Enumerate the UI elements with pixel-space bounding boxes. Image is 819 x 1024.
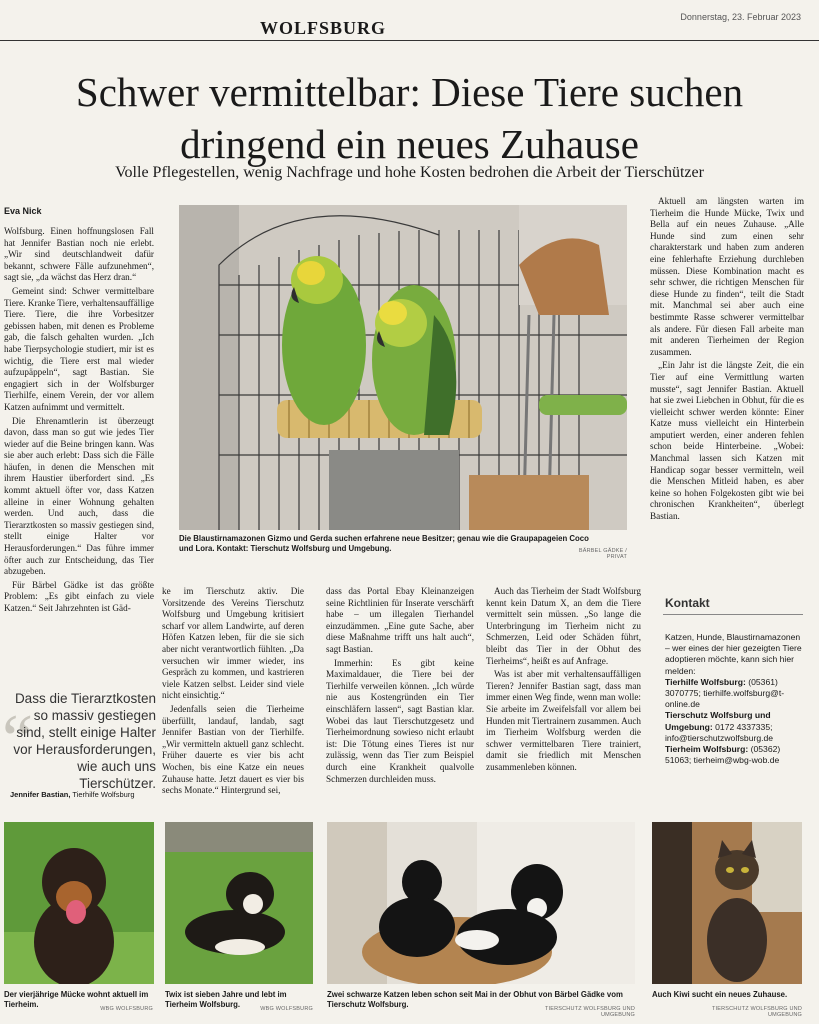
- contact-intro: Katzen, Hunde, Blaustirnamazonen – wer eines der hier gezeigten Tiere adoptieren möchte, kann sich hier melden:: [665, 632, 802, 676]
- photo-credit: WBG WOLFSBURG: [260, 1006, 313, 1012]
- photo-caption: Zwei schwarze Katzen leben schon seit Mai in der Obhut von Bärbel Gädke vom Tierschutz Wolfsburg.: [327, 990, 623, 1009]
- photo-caption: Twix ist sieben Jahre und lebt im Tierheim Wolfsburg.: [165, 990, 287, 1009]
- photo-credit: WBG WOLFSBURG: [100, 1006, 153, 1012]
- paragraph: „Ein Jahr ist die längste Zeit, die ein Tier auf eine Vermittlung warten musste“, sagt Jennifer Bastian. Aktuell hat sie zwei Liebchen in Obhut, für die es vielleicht schwer werden könnte: Einer Katze muss vielleicht ein Hinterbein amputiert werden, einer anderen fehlen schon beide Hinterbeine. „Wobei: Manchmal lassen sich Katzen mit Handicap sogar besser vermitteln, weil die Menschen Mitleid haben, es aber keine so hohen Folgekosten gibt wie bei chronischen Krankheiten“, überlegt Bastian.: [650, 360, 804, 522]
- paragraph: Die Ehrenamtlerin ist überzeugt davon, dass man so gut wie jedes Tier wieder auf die Beine bringen kann. Was sie aber auch erlebt: Dass sich die Fälle häufen, in denen die Menschen mit ihrem Haustier überfordert sind. „Es kommt aktuell öfter vor, dass Katzen alleine in einer Wohnung gehalten werden. Und auch, dass die Tierarztkosten so massiv gestiegen sind, stellt einige Halter vor Herausforderungen.“ Das führe immer öfter auch zur Entscheidung, das Tier abzugeben.: [4, 415, 154, 577]
- cat-illustration: [652, 822, 802, 984]
- main-photo-parrots: [179, 205, 627, 530]
- headline-line-2: dringend ein neues Zuhause: [180, 121, 639, 167]
- quote-author: Jennifer Bastian,: [10, 790, 71, 799]
- headline-line-1: Schwer vermittelbar: Diese Tiere suchen: [75, 69, 744, 115]
- photo-cat-kiwi: [652, 822, 802, 984]
- contact-name: Tierschutz Wolfsburg und Umgebung:: [665, 710, 771, 732]
- contact-box-divider: [663, 614, 803, 615]
- photo-dog-muecke: [4, 822, 154, 984]
- paragraph: dass das Portal Ebay Kleinanzeigen seine Richtlinien für Inserate verschärft habe – um illegalen Tierhandel einzudämmen. „Eine gute Sache, aber diese Maßnahme trifft uns halt auch“, sagt Bastian.: [326, 586, 474, 654]
- photo-credit: TIERSCHUTZ WOLFSBURG UND UMGEBUNG: [544, 1006, 635, 1018]
- photo-dog-twix: [165, 822, 313, 984]
- section-title: WOLFSBURG: [260, 18, 387, 38]
- contact-box-title: Kontakt: [665, 596, 710, 610]
- article-column-3: [326, 586, 474, 787]
- main-photo-credit: BÄRBEL GÄDKE / PRIVAT: [578, 548, 627, 560]
- article-column-2: [162, 586, 304, 799]
- contact-detail: (05361) 3070775; tierhilfe.wolfsburg@t-online.de: [665, 676, 785, 710]
- contact-box: [665, 632, 805, 766]
- pull-quote: Dass die Tierarztkosten so massiv gestiegen sind, stellt einige Halter vor Herausforderungen, wie auch uns Tierschützer.: [13, 691, 156, 791]
- cats-illustration: [327, 822, 635, 984]
- parrot-cage-illustration: [179, 205, 627, 530]
- article-column-5: [650, 196, 804, 525]
- article-column-4: [486, 586, 641, 776]
- headline: [20, 66, 799, 170]
- photo-caption: Auch Kiwi sucht ein neues Zuhause.: [652, 990, 788, 999]
- main-photo-caption: Die Blaustirnamazonen Gizmo und Gerda suchen erfahrene neue Besitzer; genau wie die Graupapageien Coco und Lora. Kontakt: Tierschutz Wolfsburg und Umgebung.: [179, 534, 589, 553]
- contact-name: Tierhilfe Wolfsburg:: [665, 676, 746, 687]
- paragraph: Aktuell am längsten warten im Tierheim die Hunde Mücke, Twix und Bella auf ein neues Zuhause. „Alle Hunde sind zum einen sehr charakterstark und haben zum anderen eine fehlerhafte Erziehung durchleben müssen. Diese Kombination macht es sehr schwer, die richtigen Menschen für diese Hunde zu finden“, teilt die Stadt mit. Manchmal sei aber auch eine bestimmte Rasse schwerer vermittelbar als andere. Für diesen Fall arbeite man mit anderen Tierheimen der Region zusammen.: [650, 196, 804, 357]
- photo-caption: Der vierjährige Mücke wohnt aktuell im Tierheim.: [4, 990, 149, 1009]
- paragraph: Gemeint sind: Schwer vermittelbare Tiere. Kranke Tiere, verhaltensauffällige Tiere. Tiere, die ihre Vorbesitzer gebissen haben, mit denen es Probleme gab, die falsch gehalten wurden. „Ich habe Tierpsychologie studiert, mir ist es wichtig, die Tiere erst mal wieder aufzupäppeln“, sagt Bastian. Sie engagiert sich in der Wolfsburger Tierhilfe, einem Verein, der vor allem Katzen aufnimmt und vermittelt.: [4, 285, 154, 412]
- author-name: Eva Nick: [4, 206, 42, 216]
- issue-date: Donnerstag, 23. Februar 2023: [680, 12, 801, 22]
- dog-illustration: [4, 822, 154, 984]
- paragraph: Für Bärbel Gädke ist das größte Problem: „Es gibt einfach zu viele Katzen.“ Seit Jahrzehnten ist Gäd-: [4, 579, 154, 613]
- contact-detail: (05362) 51063; tierheim@wbg-wob.de: [665, 744, 781, 766]
- article-column-1: [4, 226, 154, 617]
- paragraph: ke im Tierschutz aktiv. Die Vorsitzende des Vereins Tierschutz Wolfsburg und Umgebung kritisiert scharf vor allem Landwirte, auf deren Höfen Katzen leben, für die sie sich aber nicht verantwortlich fühlten. „Da versuchen wir immer wieder, ins Gespräch zu kommen, und kastrieren viele Katzen selbst. Leider sind viele nicht einsichtig.“: [162, 586, 304, 701]
- paragraph: Jedenfalls seien die Tierheime überfüllt, landauf, landab, sagt Jennifer Bastian von der Tierhilfe. „Wir vermitteln aktuell ganz schlecht. Früher dauerte es vier bis acht Wochen, bis eine Katze ein neues Zuhause hatte. Jetzt dauert es vier bis sechs Monate.“ Hintergrund sei,: [162, 703, 304, 796]
- paragraph: Was ist aber mit verhaltensauffälligen Tieren? Jennifer Bastian sagt, dass man immer einen Weg finde, wenn man wolle: Sie arbeite im Zweifelsfall vor allem bei Hunden mit Tiertrainern zusammen. Auch im Tierheim Wolfsburg werden die schwer vermittelbaren Tiere trainiert, damit sie friedlich mit Menschen zusammenleben können.: [486, 669, 641, 772]
- dog-illustration: [165, 822, 313, 984]
- photo-credit: TIERSCHUTZ WOLFSBURG UND UMGEBUNG: [711, 1006, 802, 1018]
- subheadline: Volle Pflegestellen, wenig Nachfrage und hohe Kosten bedrohen die Arbeit der Tierschützer: [115, 164, 704, 181]
- quote-attribution: [10, 790, 135, 799]
- contact-detail: 0172 4337335; info@tierschutzwolfsburg.de: [665, 721, 774, 743]
- quote-role: Tierhilfe Wolfsburg: [72, 790, 135, 799]
- paragraph: Auch das Tierheim der Stadt Wolfsburg kennt kein Datum X, an dem die Tiere vermittelt sein müssen. „So lange die Unterbringung im Tierheim nicht zu Schmerzen, Leid oder Schäden führt, bleibt das Tier in der Obhut des Tierheims“, heißt es auf Anfrage.: [486, 586, 641, 666]
- paragraph: Immerhin: Es gibt keine Maximaldauer, die Tiere bei der Tierhilfe verweilen können. „Ich würde nie aus Kostengründen ein Tier einschläfern lassen“, sagt Bastian klar. Wobei das laut Tierschutzgesetz und Tierheimordnung sowieso nicht erlaubt ist: Die Tötung eines Tieres ist nur zulässig, wenn das Tier zum Beispiel durch eine Krankheit qualvolle Schmerzen durchleiden muss.: [326, 657, 474, 784]
- paragraph: Wolfsburg. Einen hoffnungslosen Fall hat Jennifer Bastian noch nie erlebt. „Wir sind deutschlandweit dafür bekannt, schwere Fälle aufzunehmen“, sagt sie, „da wächst das Herz dran.“: [4, 226, 154, 283]
- quote-mark-icon: “: [2, 701, 34, 778]
- header-divider: [0, 40, 819, 41]
- photo-black-cats: [327, 822, 635, 984]
- contact-name: Tierheim Wolfsburg:: [665, 744, 749, 755]
